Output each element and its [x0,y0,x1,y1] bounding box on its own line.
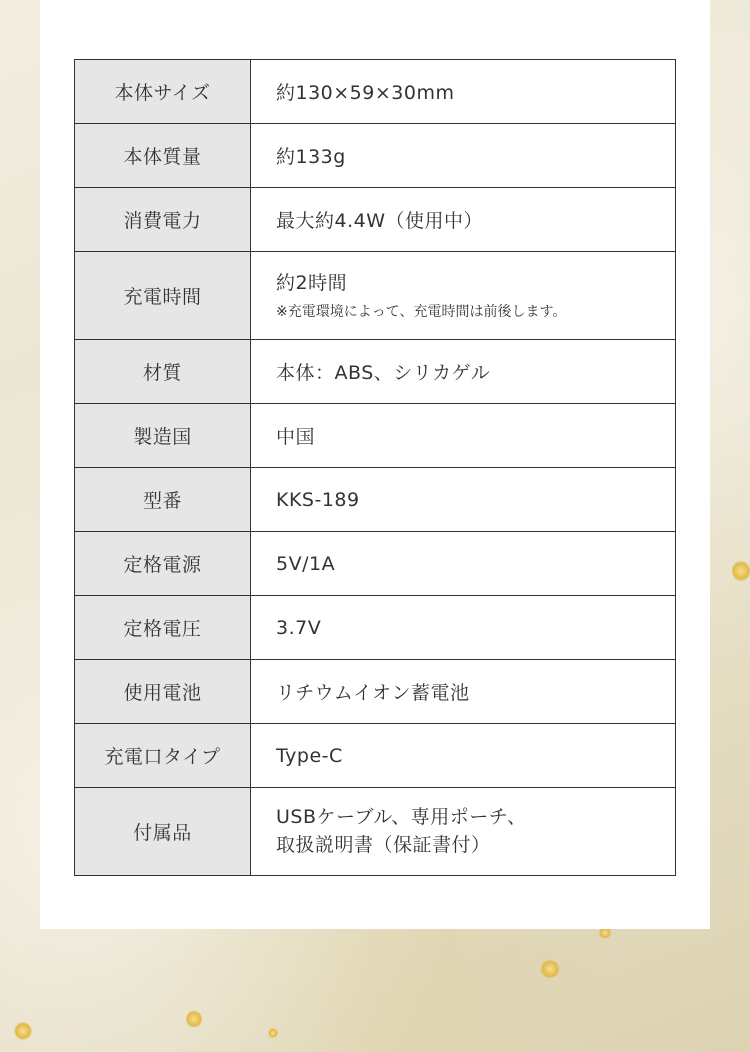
spec-label: 定格電源 [75,532,251,596]
table-row [75,124,676,188]
table-row [75,404,676,468]
spec-value: 中国 [251,404,676,468]
spec-value: 約133g [251,124,676,188]
spec-label: 本体質量 [75,124,251,188]
gold-sparkle-decoration [732,560,750,582]
gold-sparkle-decoration [598,928,612,938]
table-row [75,532,676,596]
spec-value: リチウムイオン蓄電池 [251,660,676,724]
spec-label: 充電口タイプ [75,724,251,788]
spec-value-line2: 取扱説明書（保証書付） [276,833,491,856]
spec-value-cell [251,252,676,340]
gold-sparkle-decoration [268,1028,278,1038]
spec-value: 約130×59×30mm [251,60,676,124]
spec-value: USBケーブル、専用ポーチ、 [276,805,527,828]
table-row [75,252,676,340]
table-row [75,60,676,124]
table-row [75,468,676,532]
spec-label: 定格電圧 [75,596,251,660]
spec-value-cell [251,788,676,876]
spec-label: 本体サイズ [75,60,251,124]
spec-table [74,59,676,876]
spec-value: 本体：ABS、シリカゲル [251,340,676,404]
gold-sparkle-decoration [14,1022,32,1040]
spec-label: 使用電池 [75,660,251,724]
spec-value: 約2時間 [276,272,348,295]
spec-label: 材質 [75,340,251,404]
spec-label: 型番 [75,468,251,532]
gold-sparkle-decoration [540,960,560,978]
table-row [75,660,676,724]
table-row [75,596,676,660]
table-row [75,188,676,252]
spec-note: ※充電環境によって、充電時間は前後します。 [276,303,567,320]
spec-label: 消費電力 [75,188,251,252]
spec-value: 5V/1A [251,532,676,596]
spec-value: Type-C [251,724,676,788]
spec-label: 充電時間 [75,252,251,340]
table-row [75,340,676,404]
gold-sparkle-decoration [186,1010,202,1028]
table-row [75,724,676,788]
spec-value: 最大約4.4W（使用中） [251,188,676,252]
spec-label: 製造国 [75,404,251,468]
spec-value: 3.7V [251,596,676,660]
spec-card [40,0,710,929]
spec-value: KKS-189 [251,468,676,532]
spec-label: 付属品 [75,788,251,876]
table-row [75,788,676,876]
